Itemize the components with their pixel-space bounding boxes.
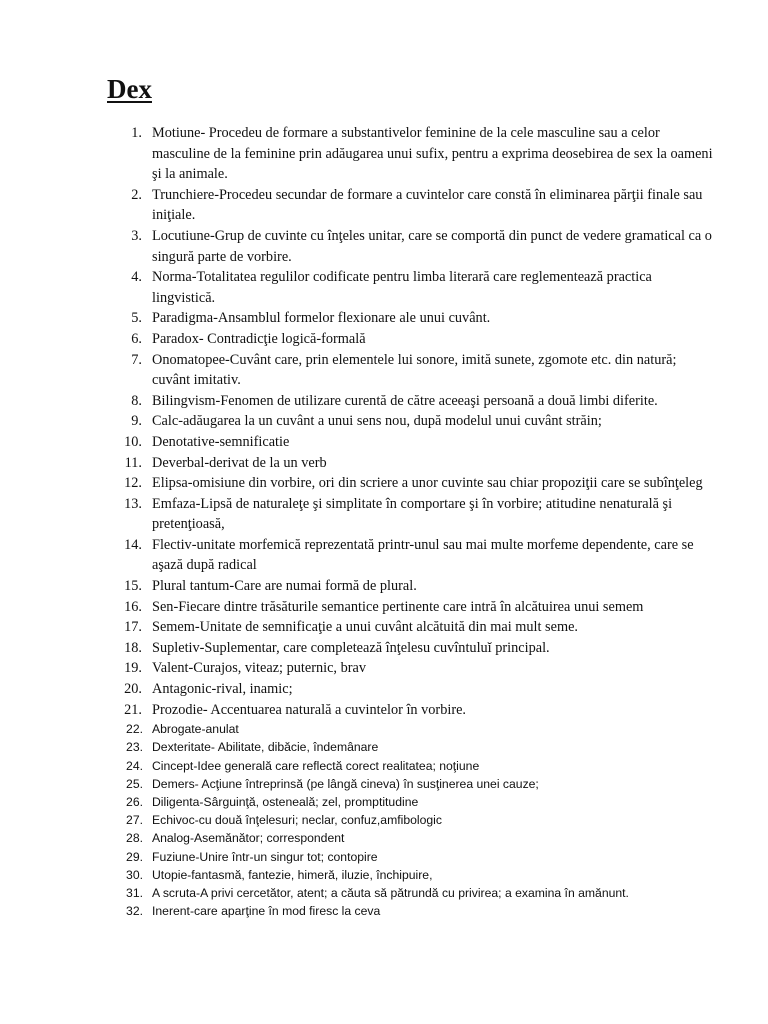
list-item-number: 24. — [126, 758, 143, 773]
list-item-number: 21. — [124, 701, 142, 718]
list-item-text: Denotative-semnificatie — [152, 433, 290, 450]
list-item — [0, 848, 768, 866]
list-item — [0, 793, 768, 811]
list-item-number: 16. — [124, 598, 142, 615]
list-item — [0, 597, 768, 618]
list-item-text: Analog-Asemănător; correspondent — [152, 831, 345, 846]
list-item-number: 31. — [126, 886, 143, 901]
list-item-number: 27. — [126, 813, 143, 828]
list-item — [0, 411, 768, 432]
list-item — [0, 432, 768, 453]
list-item-text: Prozodie- Accentuarea naturală a cuvintelor în vorbire. — [152, 701, 466, 718]
list-item-number: 25. — [126, 776, 143, 791]
list-item — [0, 576, 768, 597]
list-item-number: 26. — [126, 795, 143, 810]
list-item — [0, 658, 768, 679]
list-item-number: 12. — [124, 475, 142, 492]
list-item-text: Antagonic-rival, inamic; — [152, 681, 293, 698]
list-item-number: 17. — [124, 619, 142, 636]
list-item — [0, 757, 768, 775]
list-item-number: 2. — [131, 186, 142, 203]
list-item — [0, 535, 768, 576]
list-item-text: Utopie-fantasmă, fantezie, himeră, iluzie, închipuire, — [152, 867, 433, 882]
list-item-text: Fuziune-Unire într-un singur tot; contopire — [152, 849, 378, 864]
list-item — [0, 308, 768, 329]
list-item — [0, 700, 768, 721]
list-item — [0, 267, 768, 308]
list-item-text: Locutiune-Grup de cuvinte cu înţeles unitar, care se comportă din punct de vedere gramatical ca o singură parte de vorbire. — [152, 227, 712, 265]
list-item — [0, 391, 768, 412]
list-item-number: 15. — [124, 578, 142, 595]
list-item-text: Norma-Totalitatea regulilor codificate pentru limba literară care reglementează practica lingvistică. — [152, 269, 652, 306]
list-item-number: 4. — [131, 269, 142, 286]
list-item-number: 23. — [126, 740, 143, 755]
list-item-text: Valent-Curajos, viteaz; puternic, brav — [152, 660, 366, 677]
list-item-number: 5. — [131, 310, 142, 327]
list-item — [0, 720, 768, 738]
list-item-text: Paradigma-Ansamblul formelor flexionare ale unui cuvânt. — [152, 310, 491, 327]
list-item-number: 9. — [131, 413, 142, 430]
definition-list — [0, 123, 768, 920]
list-item-number: 32. — [126, 904, 143, 919]
list-item-number: 10. — [124, 433, 142, 450]
list-item-number: 29. — [126, 849, 143, 864]
list-item-number: 14. — [124, 536, 142, 553]
list-item — [0, 473, 768, 494]
list-item-number: 6. — [131, 330, 142, 347]
list-item — [0, 738, 768, 756]
list-item-text: Elipsa-omisiune din vorbire, ori din scriere a unor cuvinte sau chiar propoziţii care se subînţeleg — [152, 475, 703, 492]
list-item — [0, 829, 768, 847]
list-item-text: Deverbal-derivat de la un verb — [152, 454, 327, 471]
list-item — [0, 329, 768, 350]
list-item-text: Dexteritate- Abilitate, dibăcie, îndemânare — [152, 740, 379, 755]
list-item-text: Sen-Fiecare dintre trăsăturile semantice pertinente care intră în alcătuirea unui semem — [152, 598, 644, 615]
list-item-text: Emfaza-Lipsă de naturaleţe şi simplitate în comportare şi în vorbire; atitudine nenaturală şi pretenţioasă, — [152, 495, 673, 533]
list-item-number: 20. — [124, 681, 142, 698]
list-item-text: Semem-Unitate de semnificaţie a unui cuvânt alcătuită din mai mult seme. — [152, 619, 578, 636]
document-title: Dex — [107, 74, 152, 104]
list-item — [0, 226, 768, 267]
list-item — [0, 679, 768, 700]
list-item-text: Trunchiere-Procedeu secundar de formare a cuvintelor care constă în eliminarea părţii finale sau iniţiale. — [152, 186, 703, 224]
list-item-text: Plural tantum-Care are numai formă de plural. — [152, 578, 417, 595]
list-item-number: 22. — [126, 722, 143, 737]
list-item-number: 30. — [126, 867, 143, 882]
list-item-number: 8. — [131, 392, 142, 409]
list-item-text: Diligenta-Sârguinţă, osteneală; zel, promptitudine — [152, 795, 419, 810]
list-item — [0, 638, 768, 659]
list-item — [0, 123, 768, 185]
list-item-number: 1. — [131, 125, 142, 141]
list-item-text: Paradox- Contradicţie logică-formală — [152, 330, 366, 347]
list-item — [0, 617, 768, 638]
list-item-text: Demers- Acţiune întreprinsă (pe lângă cineva) în susţinerea unei cauze; — [152, 776, 539, 791]
list-item-number: 11. — [124, 454, 142, 471]
list-item-text: Supletiv-Suplementar, care completează înţelesu cuvîntuluĭ principal. — [152, 639, 550, 656]
list-item-text: Onomatopee-Cuvânt care, prin elementele lui sonore, imită sunete, zgomote etc. din natură; cuvânt imitativ. — [152, 351, 677, 389]
list-item — [0, 185, 768, 226]
list-item-number: 19. — [124, 660, 142, 677]
list-item-text: Echivoc-cu două înţelesuri; neclar, confuz,amfibologic — [152, 813, 442, 828]
list-item-number: 13. — [124, 495, 142, 512]
list-item-number: 3. — [131, 227, 142, 244]
list-item — [0, 811, 768, 829]
list-item-text: Cincept-Idee generală care reflectă corect realitatea; noţiune — [152, 758, 480, 773]
list-item-number: 28. — [126, 831, 143, 846]
list-item — [0, 453, 768, 474]
list-item — [0, 494, 768, 535]
list-item-text: Flectiv-unitate morfemică reprezentată printr-unul sau mai multe morfeme dependente, care se aşază după radical — [152, 536, 694, 574]
list-item — [0, 350, 768, 391]
list-item — [0, 884, 768, 902]
list-item — [0, 902, 768, 920]
list-item-number: 18. — [124, 639, 142, 656]
list-item-text: Calc-adăugarea la un cuvânt a unui sens nou, după modelul unui cuvânt străin; — [152, 413, 602, 430]
list-item-text: Inerent-care aparţine în mod firesc la ceva — [152, 904, 381, 919]
list-item-text: Abrogate-anulat — [152, 722, 239, 737]
list-item-number: 7. — [131, 351, 142, 368]
list-item-text: Bilingvism-Fenomen de utilizare curentă de către aceeaşi persoană a două limbi diferite. — [152, 392, 658, 409]
list-item-text: A scruta-A privi cercetător, atent; a căuta să pătrundă cu privirea; a examina în amănunt. — [152, 886, 629, 901]
list-item — [0, 775, 768, 793]
list-item-text: Motiune- Procedeu de formare a substantivelor feminine de la cele masculine sau a celor masculine de la feminine prin adăugarea unui sufix, pentru a exprima deosebirea de sex la oameni şi la animale. — [152, 125, 713, 183]
list-item — [0, 866, 768, 884]
